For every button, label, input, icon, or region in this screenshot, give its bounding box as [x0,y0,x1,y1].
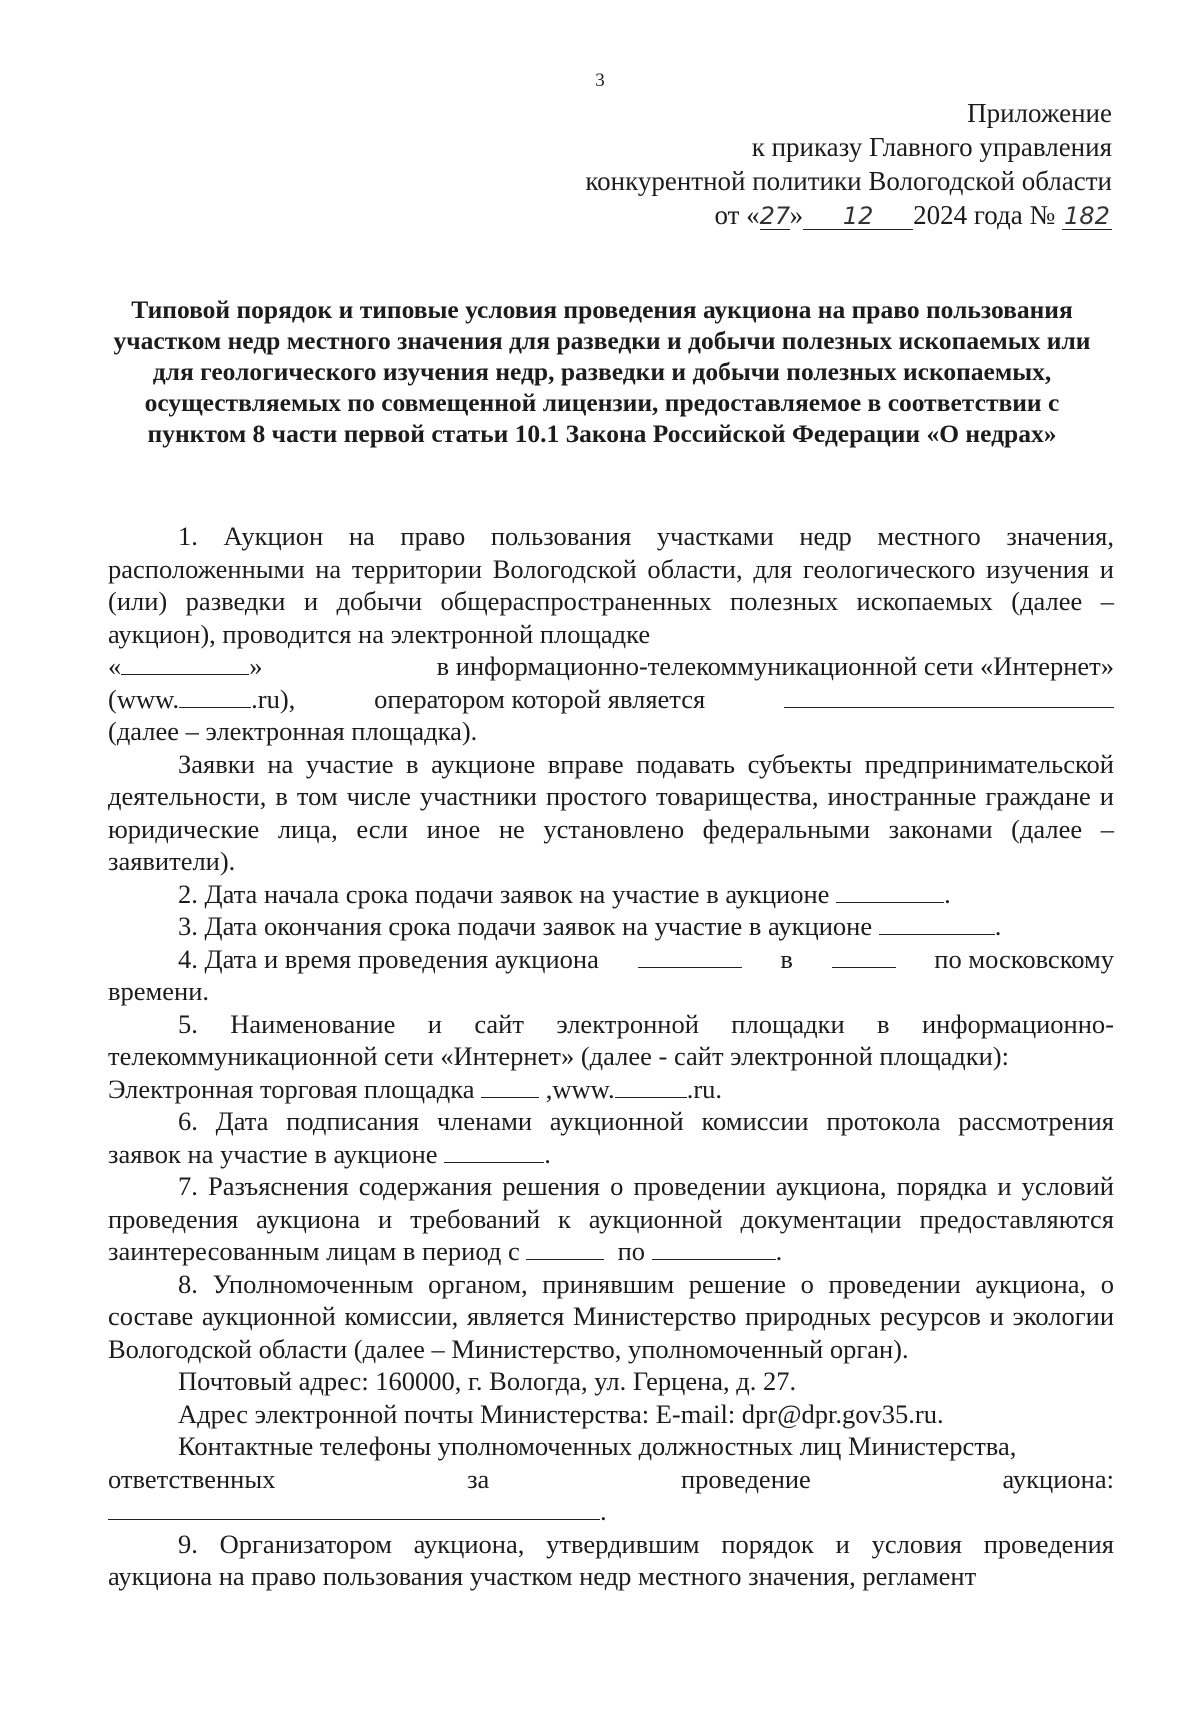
platform-name-blank [121,650,249,675]
p5-platform-line [108,1073,1114,1106]
postal-address: Почтовый адрес: 160000, г. Вологда, ул. Герцена, д. 27. [178,1366,797,1396]
p5-platform-label: Электронная торговая площадка [108,1073,475,1104]
www-suffix: .ru), [251,683,296,714]
p1-text: 1. Аукцион на право пользования участками недр местного значения, расположенными на территории Вологодской области, для геологического изучения и (или) разведки и добычи общераспространенных полезных ископаемых (далее – аукцион), проводится на электронной площадке [108,521,1114,649]
paragraph-5: 5. Наименование и сайт электронной площадки в информационно-телекоммуникационной сети «Интернет» (далее - сайт электронной площадки): [108,1008,1114,1071]
phones-word-2: за [467,1463,490,1494]
handwritten-number: 182 [1062,203,1112,230]
paragraph-4 [108,943,1114,976]
p6-text: 6. Дата подписания членами аукционной комиссии протокола рассмотрения заявок на участие в аукционе [108,1106,1114,1169]
p7-to: по [617,1236,646,1266]
p4-end: времени. [108,976,210,1006]
phones-word-3: проведение [681,1463,811,1494]
p7-to-blank [652,1235,776,1260]
date-mid: » [789,200,804,230]
contact-phones-blank-line: . [108,1495,1114,1528]
site-blank [179,683,251,708]
document-title: Типовой порядок и типовые условия проведения аукциона на право пользования участком недр местного значения для разведки и добычи полезных ископаемых или для геологического изучения недр, разведки и добычи полезных ископаемых, осуществляемых по совмещенной лицензии, предоставляемое в соответствии с пунктом 8 части первой статьи 10.1 Закона Российской Федерации «О недрах» [113,295,1091,448]
handwritten-day: 27 [759,202,791,230]
p1-operator-text: оператором которой является [374,683,706,714]
p2-text: 2. Дата начала срока подачи заявок на участие в аукционе [178,878,830,909]
contact-phones-line2 [108,1463,1114,1496]
p4-text: 4. Дата и время проведения аукциона [178,943,599,974]
p5-platform-blank [481,1073,539,1098]
paragraph-3: 3. Дата окончания срока подачи заявок на участие в аукционе . [178,911,1002,941]
p7-from-blank [526,1235,604,1260]
email-address: Адрес электронной почты Министерства: E-mail: dpr@dpr.gov35.ru. [178,1398,944,1429]
p1-line-platform [108,650,1114,683]
quote-open: « [108,651,122,681]
p4-in: в [780,943,793,974]
p2-blank [836,878,944,903]
p1-line-www [108,683,1114,716]
www-prefix: (www. [108,683,180,714]
appendix-header [585,96,1112,232]
p6-blank [444,1138,544,1163]
appendix-department: конкурентной политики Вологодской области [585,166,1112,196]
p1-after: (далее – электронная площадка). [108,716,478,746]
p4-time-blank [832,943,896,968]
p3-text: 3. Дата окончания срока подачи заявок на участие в аукционе [178,911,873,941]
document-body [108,520,1114,1593]
date-year: 2024 года № [913,200,1056,230]
phones-blank [108,1495,600,1520]
contact-phones: Контактные телефоны уполномоченных должностных лиц Министерства, [178,1431,1017,1461]
phones-word-4: аукциона: [1002,1463,1114,1494]
handwritten-month: 12 [803,203,913,230]
p5-ru: .ru. [686,1073,723,1104]
p4-moscow: по московскому [934,943,1114,974]
paragraph-1b: Заявки на участие в аукционе вправе подавать субъекты предпринимательской деятельности, в том числе участники простого товарищества, иностранные граждане и юридические лица, если иное не установлено федеральными законами (далее – заявители). [108,748,1114,876]
p3-blank [879,910,995,935]
date-prefix: от « [714,200,760,230]
operator-blank [784,683,1114,708]
p4-date-blank [638,943,742,968]
paragraph-2: 2. Дата начала срока подачи заявок на участие в аукционе . [178,878,951,909]
p5-site-blank [615,1073,687,1098]
paragraph-8: 8. Уполномоченным органом, принявшим решение о проведении аукциона, о составе аукционной комиссии, является Министерство природных ресурсов и экологии Вологодской области (далее – Министерство, уполномоченный орган). [108,1268,1114,1364]
paragraph-9: 9. Организатором аукциона, утвердившим порядок и условия проведения аукциона на право пользования участком недр местного значения, регламент [108,1528,1114,1591]
page-number: 3 [595,70,605,91]
p7-text: 7. Разъяснения содержания решения о проведении аукциона, порядка и условий проведения аукциона и требований к аукционной документации предоставляются заинтересованным лицам в период с [108,1171,1114,1266]
appendix-date-line [585,198,1112,232]
p1-internet-text: в информационно-телекоммуникационной сети «Интернет» [436,651,1114,681]
paragraph-7: 7. Разъяснения содержания решения о проведении аукциона, порядка и условий проведения аукциона и требований к аукционной документации предоставляются заинтересованным лицам в период с по . [108,1171,1114,1266]
paragraph-1 [108,520,1114,650]
appendix-order-ref: к приказу Главного управления [751,132,1112,162]
quote-close: » [249,651,263,681]
phones-word-1: ответственных [108,1463,276,1494]
p5-www: ,www. [545,1073,615,1104]
appendix-label: Приложение [967,98,1112,128]
paragraph-6: 6. Дата подписания членами аукционной комиссии протокола рассмотрения заявок на участие в аукционе . [108,1106,1114,1169]
